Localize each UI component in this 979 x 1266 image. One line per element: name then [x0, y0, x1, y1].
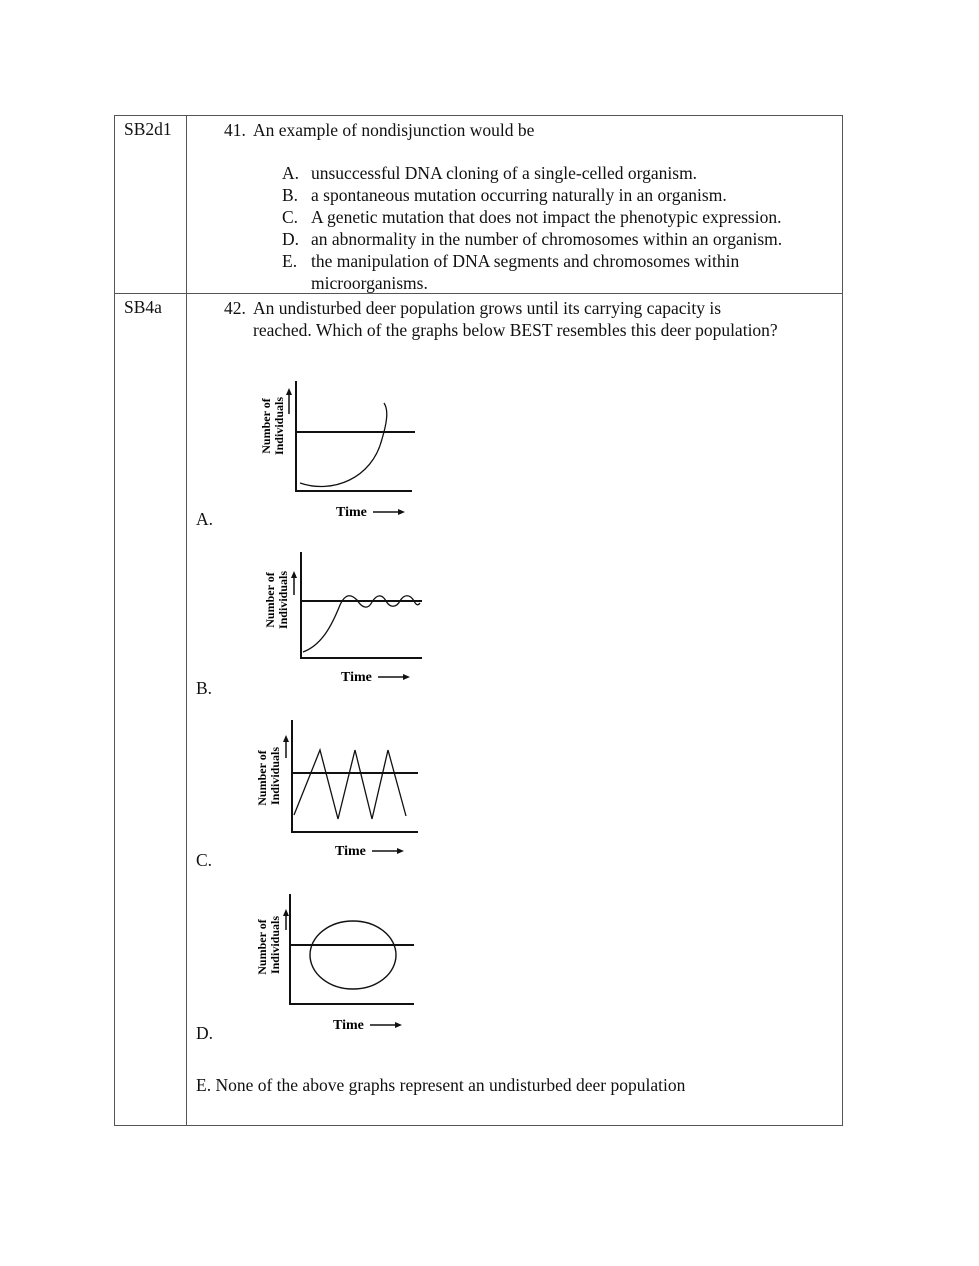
x-axis-label: Time: [335, 844, 366, 859]
y-axis-arrowhead: [286, 388, 292, 395]
y-axis-label-line-1: Number of: [263, 572, 277, 628]
x-axis-arrowhead: [398, 509, 405, 515]
question-text-line-1: An undisturbed deer population grows until its carrying capacity is: [253, 298, 722, 318]
option-text: A genetic mutation that does not impact the phenotypic expression.: [311, 207, 782, 227]
graph-d-svg: [222, 892, 422, 1042]
graph-letter: C.: [196, 850, 213, 870]
y-axis-label-line-2: Individuals: [268, 915, 282, 975]
standard-code: SB2d1: [124, 119, 172, 139]
y-axis-label-line-1: Number of: [255, 919, 269, 975]
x-axis-label: Time: [333, 1018, 364, 1033]
graph-letter: D.: [196, 1023, 214, 1043]
y-axis-label-line-2: Individuals: [276, 570, 290, 630]
y-axis-arrowhead: [283, 735, 289, 742]
y-axis-label-line-2: Individuals: [272, 396, 286, 456]
option-letter: C.: [282, 207, 299, 227]
y-axis-arrowhead: [291, 571, 297, 578]
answer-option-c: [282, 206, 831, 228]
option-letter: E.: [282, 251, 298, 271]
x-axis-arrowhead: [403, 674, 410, 680]
question-number: 41.: [224, 120, 246, 140]
x-axis-arrowhead: [397, 848, 404, 854]
y-axis-arrowhead: [283, 909, 289, 916]
option-text: a spontaneous mutation occurring naturally in an organism.: [311, 185, 727, 205]
option-letter: B.: [282, 185, 299, 205]
option-text: unsuccessful DNA cloning of a single-celled organism.: [311, 163, 698, 183]
graph-b-svg: [222, 550, 432, 700]
y-axis-label-line-2: Individuals: [268, 746, 282, 806]
question-text: An example of nondisjunction would be: [253, 120, 535, 140]
answer-option-d: [282, 228, 831, 250]
answer-option-e: E. None of the above graphs represent an undisturbed deer population: [196, 1075, 686, 1095]
graph-letter: B.: [196, 678, 213, 698]
option-text: the manipulation of DNA segments and chromosomes within microorganisms.: [311, 251, 740, 293]
x-axis-arrowhead: [395, 1022, 402, 1028]
answer-option-b: [282, 184, 831, 206]
answer-option-a: [282, 162, 831, 184]
population-curve: [303, 596, 420, 652]
x-axis-label: Time: [336, 505, 367, 520]
question-41-stem: [224, 119, 534, 141]
option-letter: A.: [282, 163, 300, 183]
x-axis-label: Time: [341, 670, 372, 685]
question-42-row: [115, 294, 842, 1125]
y-axis-label-line-1: Number of: [259, 398, 273, 454]
answer-options: [282, 162, 831, 294]
graph-c-svg: [222, 718, 422, 868]
population-curve: [310, 921, 396, 989]
question-41-row: [115, 116, 842, 294]
question-text-line-2: reached. Which of the graphs below BEST resembles this deer population?: [253, 320, 778, 340]
option-letter: D.: [282, 229, 300, 249]
answer-option-e: [282, 250, 831, 294]
standard-code: SB4a: [124, 297, 162, 317]
population-curve: [294, 750, 406, 819]
y-axis-label-line-1: Number of: [255, 750, 269, 806]
question-42-stem: [224, 297, 778, 341]
option-text: an abnormality in the number of chromosomes within an organism.: [311, 229, 783, 249]
graph-a-svg: [222, 379, 422, 529]
population-curve: [300, 403, 387, 486]
graph-letter: A.: [196, 509, 214, 529]
question-number: 42.: [224, 298, 246, 318]
question-table: [114, 115, 843, 1126]
